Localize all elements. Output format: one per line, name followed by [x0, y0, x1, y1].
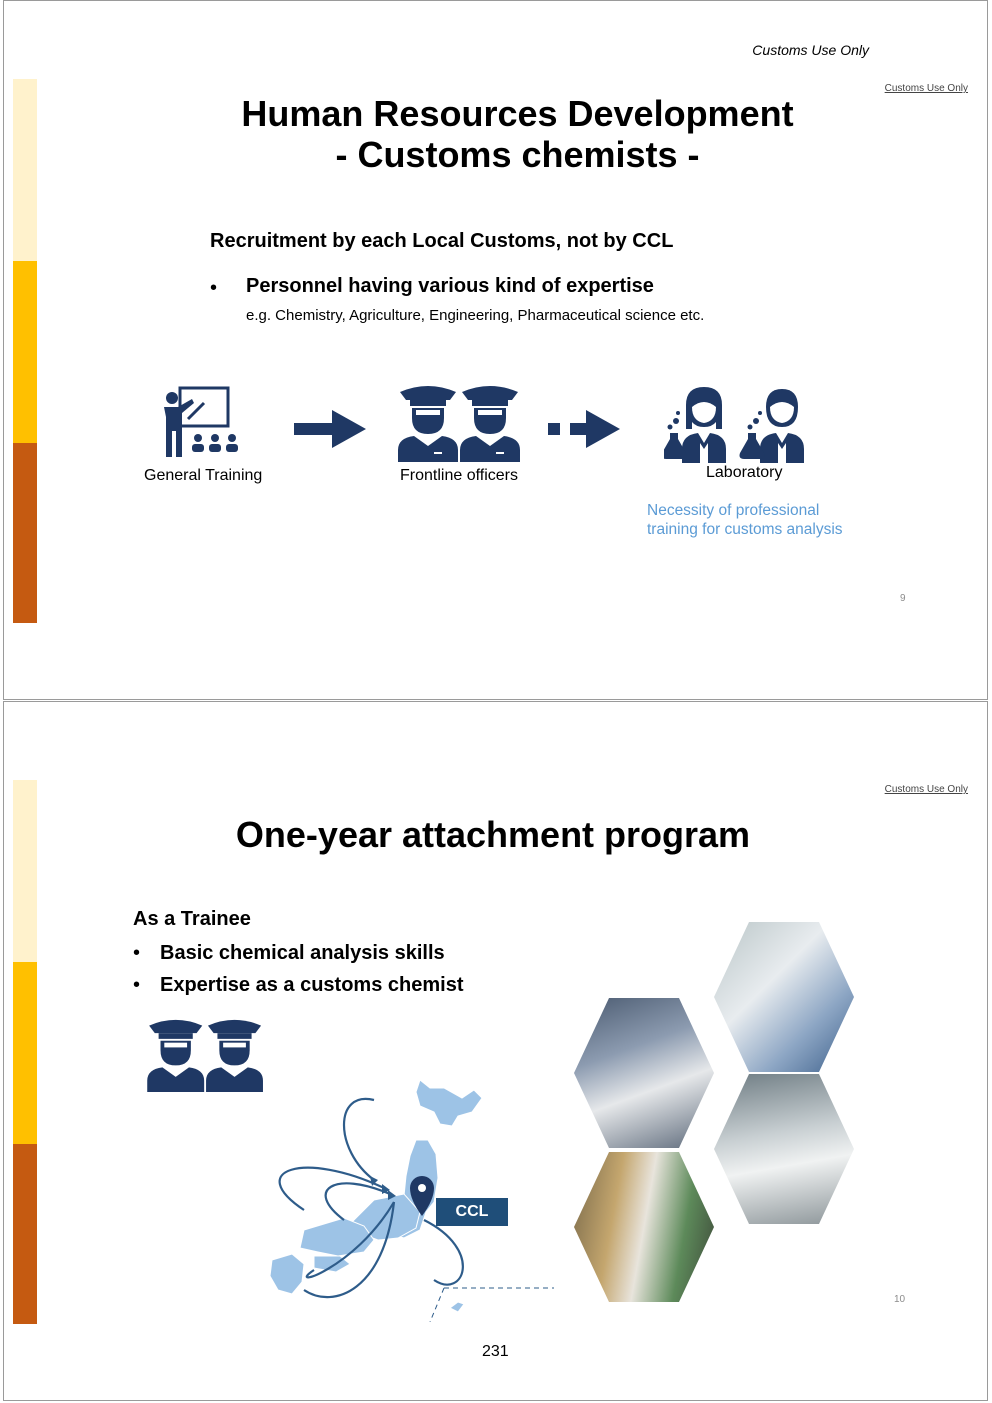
accent-band-light [13, 79, 37, 261]
map-hokkaido [416, 1080, 482, 1126]
accent-band-mid [13, 261, 37, 443]
bullet-marker: • [133, 942, 141, 964]
customs-use-only-header: Customs Use Only [752, 42, 869, 58]
professional-training-note [647, 501, 843, 539]
slide-title: One-year attachment program [235, 814, 751, 855]
map-island [450, 1302, 464, 1312]
presentation-icon [160, 385, 240, 461]
bullet-expertise: Personnel having various kind of expertise [246, 275, 654, 297]
photo-library [574, 1152, 714, 1302]
note-line-2: training for customs analysis [647, 521, 843, 538]
ccl-label: CCL [436, 1198, 508, 1226]
japan-map [244, 1070, 554, 1322]
bullet-marker: • [210, 277, 218, 299]
bullet-item [133, 974, 463, 997]
customs-use-only-tag: Customs Use Only [884, 784, 968, 795]
photo-lab-group [714, 1074, 854, 1224]
photo-lab-researcher [714, 922, 854, 1072]
arrow-right-dashed-icon [548, 410, 620, 448]
title-line-2: - Customs chemists - [335, 134, 700, 175]
map-kyushu [270, 1254, 304, 1294]
slide-title [64, 93, 971, 175]
slide-1 [3, 0, 988, 700]
laboratory-label: Laboratory [706, 464, 783, 481]
general-training-label: General Training [144, 467, 263, 484]
accent-band-dark [13, 1144, 37, 1324]
customs-use-only-tag: Customs Use Only [884, 83, 968, 94]
slide-2 [3, 701, 988, 1401]
expertise-examples: e.g. Chemistry, Agriculture, Engineering, Pharmaceutical science etc. [246, 307, 705, 324]
bullet-marker: • [133, 974, 141, 996]
recruitment-text: Recruitment by each Local Customs, not by CCL [210, 230, 674, 252]
bullet-text: Expertise as a customs chemist [160, 974, 464, 996]
bullet-text: Basic chemical analysis skills [160, 942, 445, 964]
slide-page-number: 10 [894, 1294, 906, 1305]
photo-instrument-room [574, 998, 714, 1148]
scientist-icon [664, 385, 820, 463]
arrow-right-icon [294, 410, 366, 448]
accent-band-dark [13, 443, 37, 623]
accent-band-light [13, 780, 37, 962]
document-page-number: 231 [482, 1343, 509, 1360]
officer-icon [396, 384, 526, 462]
title-line-1: Human Resources Development [241, 93, 794, 134]
note-line-1: Necessity of professional [647, 502, 820, 519]
bullet-item [133, 942, 445, 965]
trainee-heading: As a Trainee [133, 908, 251, 930]
frontline-officers-label: Frontline officers [400, 467, 518, 484]
accent-band-mid [13, 962, 37, 1144]
slide-page-number: 9 [900, 593, 906, 604]
